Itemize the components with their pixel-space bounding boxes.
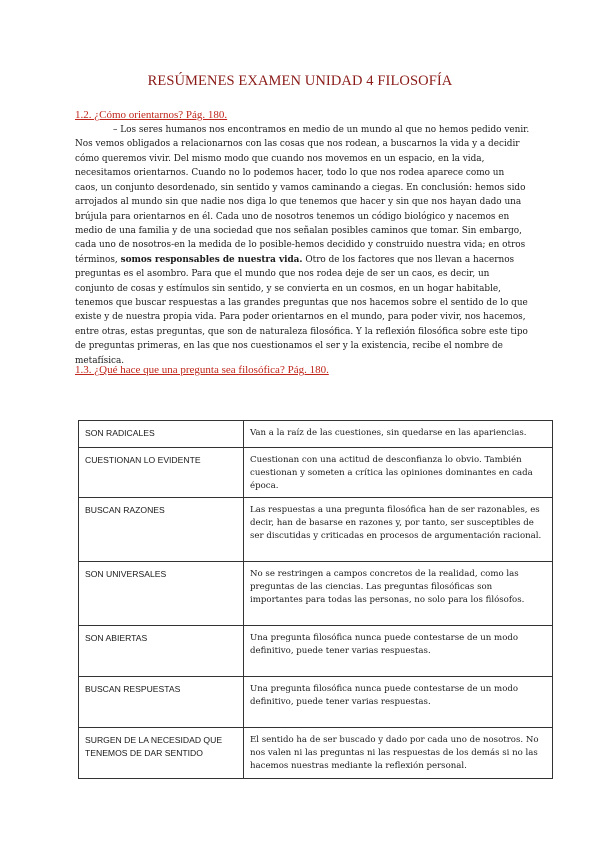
table-row xyxy=(79,728,553,779)
table-value-cell: Una pregunta filosófica nunca puede contestarse de un modo definitivo, puede tener varias respuestas. xyxy=(244,626,553,677)
table-value-cell: Las respuestas a una pregunta filosófica han de ser razonables, es decir, han de basarse en razones y, por tanto, ser susceptibles de ser discutidas y criticadas en procesos de argumentación racional. xyxy=(244,498,553,562)
table-key-cell: CUESTIONAN LO EVIDENTE xyxy=(79,448,244,498)
section-heading-orientarnos: 1.2. ¿Cómo orientarnos? Pág. 180. xyxy=(75,109,228,121)
table-key-cell: BUSCAN RAZONES xyxy=(79,498,244,562)
table-value-cell: Cuestionan con una actitud de desconfianza lo obvio. También cuestionan y someten a crítica las opiniones dominantes en cada época. xyxy=(244,448,553,498)
table-key-cell: BUSCAN RESPUESTAS xyxy=(79,677,244,728)
table-row xyxy=(79,677,553,728)
table-row xyxy=(79,498,553,562)
paragraph-text-intro: – Los seres humanos nos encontramos en medio de un mundo al que no hemos pedido venir. Nos vemos obligados a relacionarnos con las cosas que nos rodean, a buscarnos la vida y a decidir cómo queremos vivir. Del mismo modo que cuando nos movemos en un espacio, en la vida, necesitamos orientarnos. Cuando no lo podemos hacer, todo lo que nos rodea aparece como un caos, un conjunto desordenado, sin sentido y vamos caminando a ciegas. En conclusión: hemos sido arrojados al mundo sin que nadie nos diga lo que tenemos que hacer y sin que nos hayan dado una brújula para orientarnos en él. Cada uno de nosotros tenemos un código biológico y nacemos en medio de una familia y de una sociedad que nos señalan posibles caminos que tomar. Sin embargo, cada uno de nosotros-en la medida de lo posible-hemos decidido y construido nuestra vida; en otros términos, xyxy=(75,125,530,265)
characteristics-table xyxy=(78,420,553,779)
table-value-cell: Van a la raíz de las cuestiones, sin quedarse en las apariencias. xyxy=(244,421,553,448)
section-paragraph xyxy=(75,123,530,368)
table-value-cell: No se restringen a campos concretos de la realidad, como las preguntas de las ciencias. Las preguntas filosóficas son importantes para todas las personas, no solo para los filósofos. xyxy=(244,562,553,626)
table-value-cell: Una pregunta filosófica nunca puede contestarse de un modo definitivo, puede tener varias respuestas. xyxy=(244,677,553,728)
table-value-cell: El sentido ha de ser buscado y dado por cada uno de nosotros. No nos valen ni las preguntas ni las respuestas de los demás si no las hacemos nuestras mediante la reflexión personal. xyxy=(244,728,553,779)
section-heading-pregunta-filosofica: 1.3. ¿Qué hace que una pregunta sea filosófica? Pág. 180. xyxy=(75,364,329,376)
table-key-cell: SON ABIERTAS xyxy=(79,626,244,677)
table-row xyxy=(79,626,553,677)
table-row xyxy=(79,448,553,498)
paragraph-text-rest: Otro de los factores que nos llevan a hacernos preguntas es el asombro. Para que el mundo que nos rodea deje de ser un caos, es decir, un conjunto de cosas y estímulos sin sentido, y se convierta en un cosmos, en un hogar habitable, tenemos que buscar respuestas a las grandes preguntas que nos hacemos sobre el sentido de lo que existe y de nuestra propia vida. Para poder orientarnos en el mundo, para poder vivir, nos hacemos, entre otras, estas preguntas, que son de naturaleza filosófica. Y la reflexión filosófica sobre este tipo de preguntas primeras, en las que nos cuestionamos el ser y la existencia, recibe el nombre de metafísica. xyxy=(75,254,528,366)
document-title: RESÚMENES EXAMEN UNIDAD 4 FILOSOFÍA xyxy=(147,73,453,89)
table-key-cell: SON RADICALES xyxy=(79,421,244,448)
table-row xyxy=(79,421,553,448)
table-row xyxy=(79,562,553,626)
table-key-cell: SURGEN DE LA NECESIDAD QUE TENEMOS DE DAR SENTIDO xyxy=(79,728,244,779)
table-key-cell: SON UNIVERSALES xyxy=(79,562,244,626)
paragraph-bold-text: somos responsables de nuestra vida. xyxy=(120,254,303,265)
